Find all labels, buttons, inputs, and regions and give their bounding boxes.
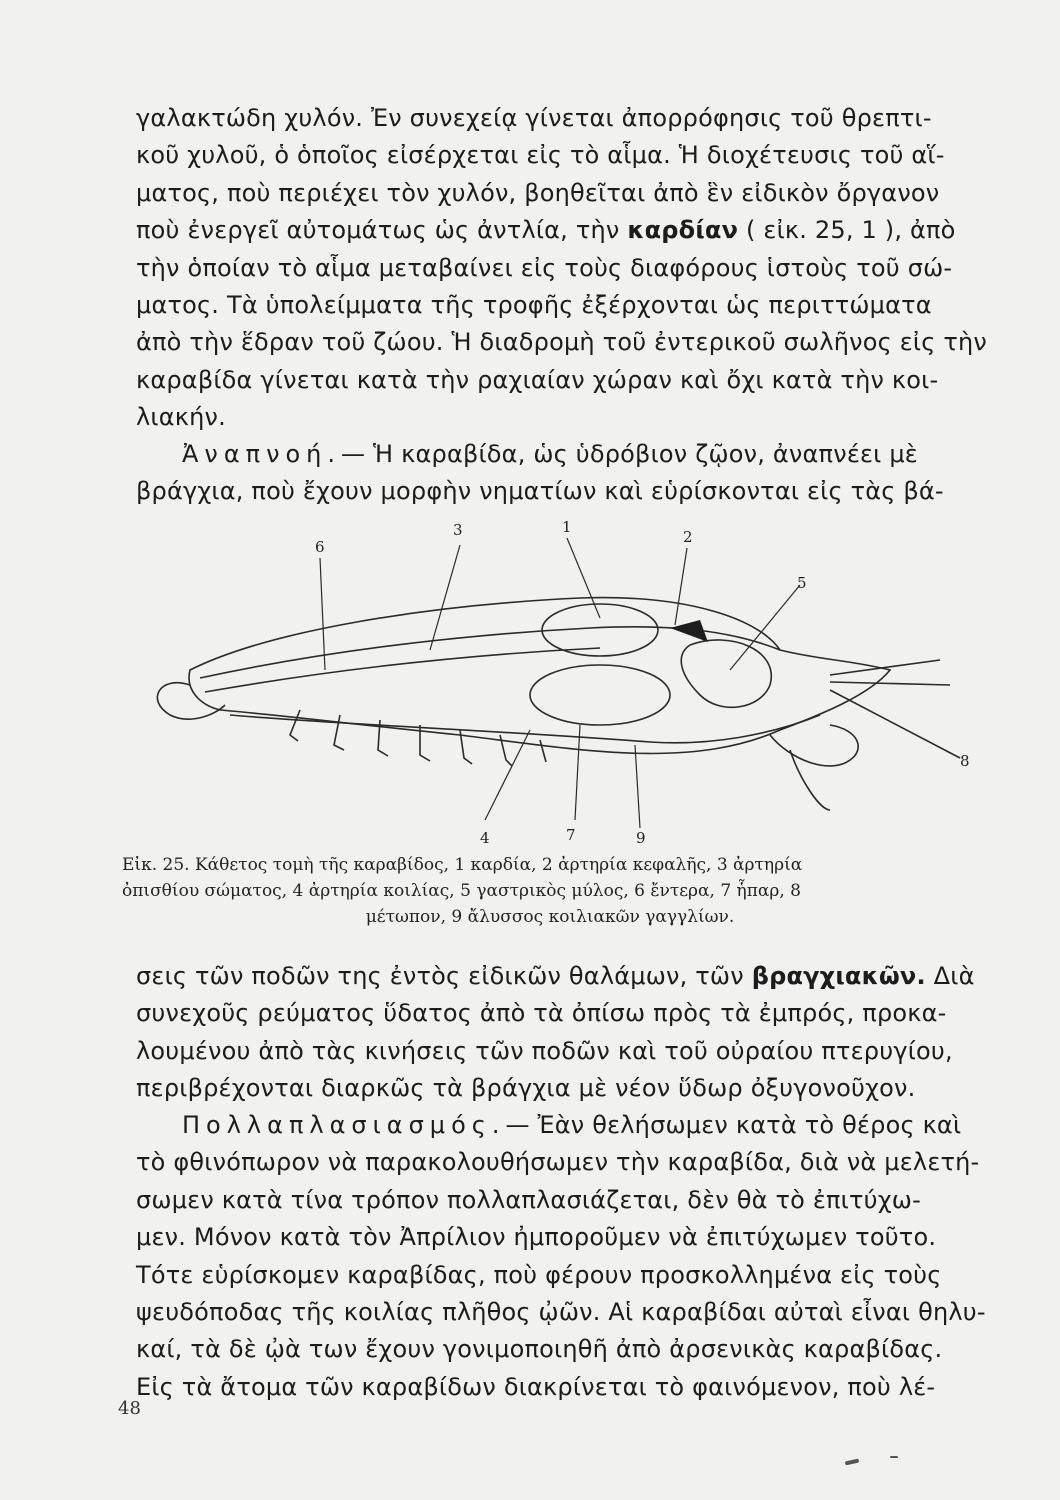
text-line: μεν. Μόνον κατὰ τὸν Ἀπρίλιον ἠμποροῦμεν νὰ ἐπιτύχωμεν τοῦτο.	[136, 1223, 937, 1252]
paragraph-digestion	[136, 100, 988, 437]
text-fragment: σεις τῶν ποδῶν της ἐντὸς εἰδικῶν θαλάμων, τῶν	[136, 962, 744, 990]
text-fragment: — Ἐὰν θελήσωμεν κατὰ τὸ θέρος καὶ	[505, 1111, 962, 1139]
text-line: τὴν ὁποίαν τὸ αἷμα μεταβαίνει εἰς τοὺς διαφόρους ἱστοὺς τοῦ σώ-	[136, 253, 953, 282]
label-3: 3	[453, 521, 463, 539]
text-line: ψευδόποδας τῆς κοιλίας πλῆθος ᾠῶν. Αἱ καραβίδαι αὐταὶ εἶναι θηλυ-	[136, 1298, 986, 1327]
claw	[770, 725, 858, 766]
ink-smudge	[845, 1459, 860, 1466]
label-2: 2	[683, 528, 693, 546]
text-line: σωμεν κατὰ τίνα τρόπον πολλαπλασιάζεται, δὲν θὰ τὸ ἐπιτύχω-	[136, 1185, 921, 1214]
text-line: λουμένου ἀπὸ τὰς κινήσεις τῶν ποδῶν καὶ τοῦ οὐραίου πτερυγίου,	[136, 1036, 953, 1065]
text-line: συνεχοῦς ρεύματος ὕδατος ἀπὸ τὰ ὀπίσω πρὸς τὰ ἐμπρός, προκα-	[136, 999, 947, 1028]
label-8: 8	[960, 752, 970, 770]
caption-line: Εἰκ. 25. Κάθετος τομὴ τῆς καραβίδος, 1 καρδία, 2 ἀρτηρία κεφαλῆς, 3 ἀρτηρία	[122, 855, 803, 875]
leader-line-7	[575, 725, 580, 820]
crayfish-diagram	[130, 510, 975, 850]
text-line: καραβίδα γίνεται κατὰ τὴν ραχιαίαν χώραν καὶ ὄχι κατὰ τὴν κοι-	[136, 365, 939, 394]
body-outline	[189, 598, 890, 754]
stomach-shape	[681, 640, 771, 707]
claw	[790, 750, 830, 810]
caption-line: ὀπισθίου σώματος, 4 ἀρτηρία κοιλίας, 5 γαστρικὸς μύλος, 6 ἔντερα, 7 ἧπαρ, 8	[122, 881, 801, 901]
leader-line-6	[320, 558, 325, 670]
label-1: 1	[562, 518, 572, 536]
label-6: 6	[315, 538, 325, 556]
text-line: περιβρέχονται διαρκῶς τὰ βράγχια μὲ νέον ὕδωρ ὀξυγονοῦχον.	[136, 1074, 916, 1103]
section-heading-reproduction: Πολλαπλασιασμός.	[182, 1111, 506, 1139]
leader-line-2	[675, 548, 687, 625]
text-line	[136, 212, 962, 249]
antenna	[830, 690, 960, 758]
text-line: ματος, ποὺ περιέχει τὸν χυλόν, βοηθεῖται ἀπὸ ἓν εἰδικὸν ὄργανον	[136, 178, 940, 207]
text-line: ἀπὸ τὴν ἕδραν τοῦ ζώου. Ἡ διαδρομὴ τοῦ ἐντερικοῦ σωλῆνος εἰς τὴν	[136, 328, 988, 357]
liver-shape	[530, 665, 670, 725]
text-line	[136, 436, 962, 473]
paragraph-reproduction	[136, 1107, 986, 1406]
figure-crayfish-section	[130, 510, 975, 850]
text-line: λιακήν.	[136, 403, 226, 432]
label-7: 7	[566, 826, 576, 844]
leader-line-1	[567, 538, 600, 618]
text-line: βράγχια, ποὺ ἔχουν μορφὴν νηματίων καὶ εὑρίσκονται εἰς τὰς βά-	[136, 477, 944, 506]
leg	[334, 715, 344, 750]
text-line: κοῦ χυλοῦ, ὁ ὁποῖος εἰσέρχεται εἰς τὸ αἷμα. Ἡ διοχέτευσις τοῦ αἵ-	[136, 141, 945, 170]
text-line	[136, 1107, 962, 1144]
bold-term-gill-chambers: βραγχιακῶν.	[751, 962, 926, 990]
page-number: 48	[118, 1398, 141, 1419]
artery-line	[205, 648, 600, 692]
leader-line-9	[635, 745, 640, 828]
ink-smudge	[890, 1456, 898, 1458]
leader-line-4	[485, 730, 530, 820]
text-line: γαλακτώδη χυλόν. Ἐν συνεχείᾳ γίνεται ἀπορρόφησις τοῦ θρεπτι-	[136, 104, 932, 132]
caption-line: μέτωπον, 9 ἄλυσσος κοιλιακῶν γαγγλίων.	[365, 907, 735, 927]
figure-caption	[122, 852, 978, 930]
text-fragment: Διὰ	[933, 962, 975, 990]
text-line: ματος. Τὰ ὑπολείμματα τῆς τροφῆς ἐξέρχονται ὡς περιττώματα	[136, 291, 932, 320]
text-line	[136, 958, 975, 995]
text-fragment: ( εἰκ. 25, 1 ), ἀπὸ	[746, 216, 956, 245]
bold-term-heart: καρδίαν	[627, 216, 739, 245]
text-line: Εἰς τὰ ἄτομα τῶν καραβίδων διακρίνεται τὸ φαινόμενον, ποὺ λέ-	[136, 1372, 936, 1401]
text-line: Τότε εὑρίσκομεν καραβίδας, ποὺ φέρουν προσκολλημένα εἰς τοὺς	[136, 1260, 942, 1289]
label-4: 4	[480, 829, 490, 847]
paragraph-gills	[136, 958, 975, 1108]
section-heading-respiration: Ἀναπνοή.	[182, 440, 342, 468]
leg	[540, 740, 546, 762]
leg	[290, 710, 300, 741]
label-5: 5	[797, 574, 807, 592]
leg	[500, 735, 512, 766]
antenna	[830, 682, 950, 685]
paragraph-respiration	[136, 436, 962, 511]
text-line: τὸ φθινόπωρον νὰ παρακολουθήσωμεν τὴν καραβίδα, διὰ νὰ μελετή-	[136, 1148, 980, 1177]
text-line: καί, τὰ δὲ ᾠὰ των ἔχουν γονιμοποιηθῆ ἀπὸ ἀρσενικὰς καραβίδας.	[136, 1335, 943, 1364]
text-fragment: ποὺ ἐνεργεῖ αὐτομάτως ὡς ἀντλία, τὴν	[136, 216, 620, 245]
leader-line-3	[430, 545, 460, 650]
label-9: 9	[636, 829, 646, 847]
text-fragment: — Ἡ καραβίδα, ὡς ὑδρόβιον ζῷον, ἀναπνέει μὲ	[341, 440, 918, 468]
